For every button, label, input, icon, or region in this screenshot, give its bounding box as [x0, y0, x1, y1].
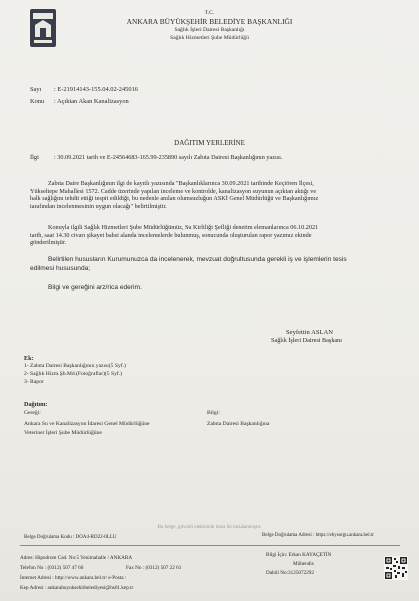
sayi-label: Sayı — [30, 86, 42, 93]
header-department: Sağlık İşleri Dairesi Başkanlığı — [174, 27, 245, 33]
attachments-heading: Ek: — [24, 355, 34, 362]
phone: Telefon No : (0312) 507 47 60 — [20, 565, 84, 571]
ilgi-label: İlgi — [30, 154, 39, 161]
contact-extension: Dahili No:3125072292 — [266, 570, 314, 576]
dagitim-heading: Dağıtım: — [24, 401, 48, 408]
fax: Fax No : (0312) 507 22 61 — [126, 565, 182, 571]
paragraph-1-line: tarafından incelenmesinin uygun olacağı" belirtilmiştir. — [30, 202, 167, 210]
sayi-value: : E-21914143-155.04.02-245016 — [54, 86, 138, 93]
esign-note: Bu belge, güvenli elektronik imza ile imzalanmıştır. — [157, 525, 262, 530]
paragraph-3-line: Belirtilen hususların Kurumunuzca da incelenerek, mevzuat doğrultusunda gerekli iş ve işlemlerin tesis — [48, 256, 347, 263]
signature-name: Seyfettin ASLAN — [286, 329, 334, 336]
paragraph-2-line: tarih, saat 14.30 civarı şikayet bahsi alanda incelemelerde bulunmuş, sonucunda oluşturulan rapor yazımız ekinde — [30, 231, 312, 239]
header-branch: Sağlık Hizmetleri Şube Müdürlüğü — [170, 35, 249, 41]
verification-code: Belge Doğrulama Kodu : DOA4-RD22-0LLU — [24, 535, 117, 540]
ilgi-value: : 30.09.2021 tarih ve E-24564683-165.99-235890 sayılı Zabıta Dairesi Başkanlığının yazısı. — [54, 154, 283, 161]
kep-address: Kep Adresi : ankarabuyuksehirbelediyesi@hs01.kep.tr — [20, 585, 134, 591]
gereği-recipient: Veteriner İşleri Şube Müdürlüğüne — [24, 430, 102, 436]
gereği-recipient: Ankara Su ve Kanalizasyon İdaresi Genel Müdürlüğüne — [24, 421, 150, 427]
paragraph-2-line: Konuyla ilgili Sağlık Hizmetleri Şube Müdürlüğümüz, Su Kirliliği Şefliği denetim elemanlarınca 06.10.2021 — [48, 224, 319, 231]
paragraph-2 — [30, 224, 400, 247]
address: Adres: Hipodrom Cad. No:5 Yenimahalle / ANKARA — [20, 555, 133, 561]
konu-label: Konu — [30, 98, 45, 105]
header-institution: ANKARA BÜYÜKŞEHİR BELEDİYE BAŞKANLIĞI — [126, 17, 293, 26]
distribution-heading: DAĞITIM YERLERİNE — [174, 139, 245, 147]
bilgi-recipient: Zabıta Dairesi Başkanlığına — [207, 421, 270, 427]
verification-address: Belge Doğrulama Adresi : https://ebysorgu.ankara.bel.tr — [262, 533, 374, 538]
contact-title: Mühendis — [293, 561, 314, 567]
attachment-item: 1- Zabıta Dairesi Başkanlığının yazısı(5 Syf.) — [24, 363, 126, 369]
gereği-label: Gereği: — [24, 410, 41, 416]
paragraph-3-line: edilmesi hususunda; — [30, 265, 91, 272]
konu-value: : Açıktan Akan Kanalizasyon — [54, 98, 129, 105]
qr-code — [384, 556, 408, 580]
closing-sentence: Bilgi ve gereğini arz/rica ederim. — [48, 284, 142, 291]
paragraph-1-line: Zabıta Daire Başkanlığının ilgi de kayıtlı yazısında "Başkanlıklarınca 30.09.2021 tarihinde Keçiören İlçesi, — [48, 180, 314, 187]
contact-name: Bilgi İçin: Erkan KAYAÇETİN — [266, 552, 332, 558]
internet-address: İnternet Adresi : http://www.ankara.bel.tr/ e-Posta : — [20, 575, 127, 581]
paragraph-1 — [30, 180, 400, 210]
signature-title: Sağlık İşleri Dairesi Başkanı — [271, 337, 342, 344]
paragraph-3 — [30, 255, 400, 273]
paragraph-1-line: Yükseltepe Mahallesi 1572. Cadde üzerinde yapılan inceleme ve kontrolde, kanalizasyon suyunun açıktan aktığı ve — [30, 187, 317, 195]
attachment-item: 2- Sağlık Hizm.Şb.Md.(Fotoğraflar)(5 Syf.) — [24, 371, 123, 377]
bilgi-label: Bilgi: — [207, 410, 220, 416]
attachment-item: 3- Rapor — [24, 379, 44, 385]
footer-divider — [20, 545, 400, 546]
header-tc: T.C. — [204, 10, 215, 16]
paragraph-2-line: gönderilmiştir. — [30, 239, 67, 247]
paragraph-1-line: halk sağlığını tehdit ettiği tespit edildiği, bu nedenle anılan olumsuzluğun ASKİ Genel Müdürlüğü ve Başkanlığımız — [30, 195, 319, 203]
